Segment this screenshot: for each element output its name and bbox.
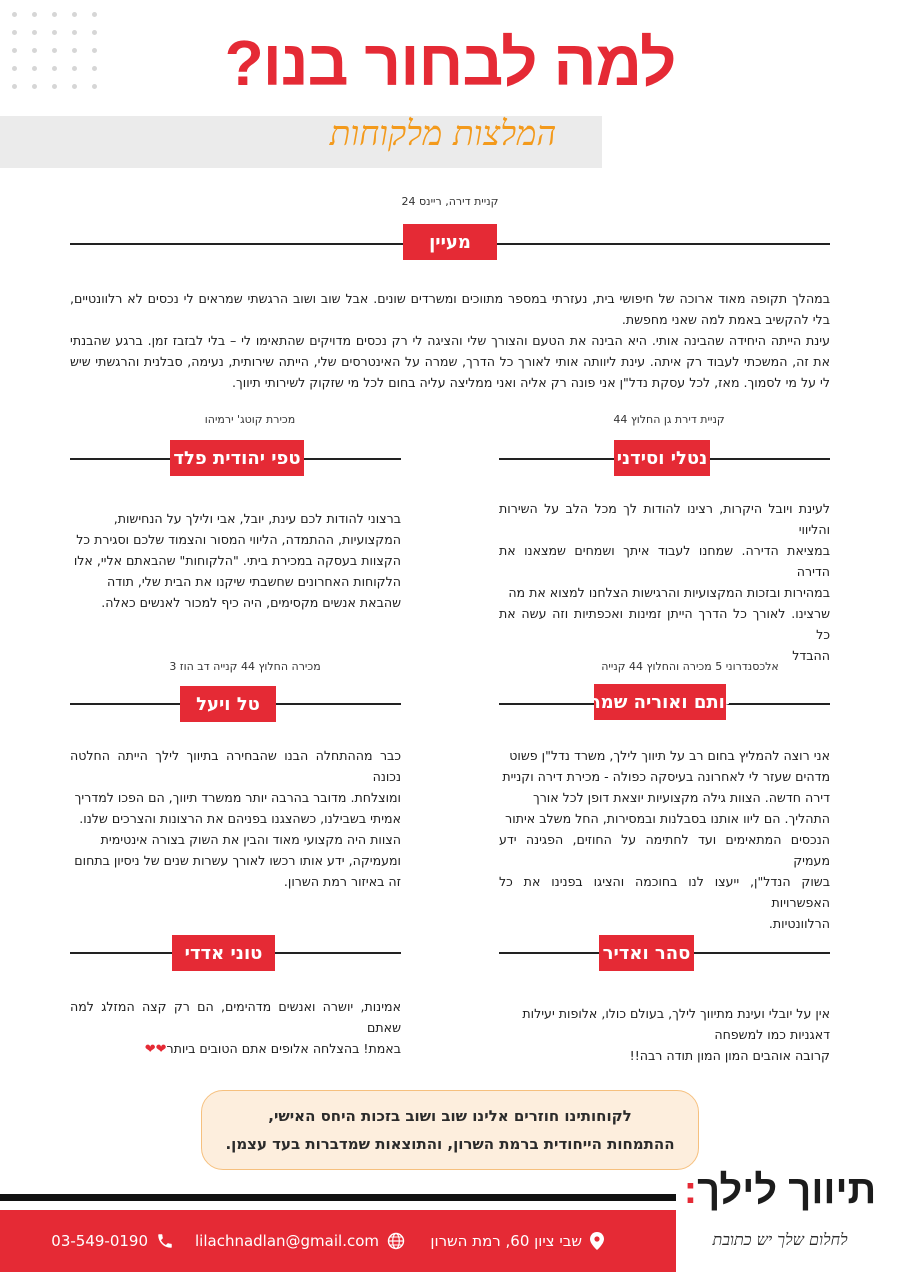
page-subtitle: המלצות מלקוחות	[329, 114, 557, 154]
tapi-meta: מכירת קוטג' ירמיהו	[204, 413, 296, 426]
testimonial-line: הלקוחות האחרונים שחשבתי שיקנו את הבית שלי, תודה	[107, 574, 401, 589]
testimonial-line: קרובה אוהבים המון המון תודה רבה!!	[629, 1048, 830, 1063]
brand-logo-text: תיווך לילך	[697, 1168, 877, 1212]
natali-name-badge: נטלי וסידני	[614, 440, 710, 476]
tal-name-badge: טל ויעל	[180, 686, 276, 722]
testimonial-line: במהירות ובזכות המקצועיות והרגישות הצלחנו למצוא את מה	[508, 585, 830, 600]
decorative-dot	[92, 12, 97, 17]
decorative-dot	[52, 12, 57, 17]
testimonial-line: דירה חדשה. הצוות גילה מקצועיות יוצאת דופן לכל אורך	[532, 790, 830, 805]
testimonial-line: התהליך. הם ליוו אותנו בסבלנות ובמסירות, החל משלב איתור	[505, 811, 830, 826]
phone-icon	[156, 1232, 174, 1250]
yotam-testimonial-text	[499, 745, 830, 934]
phone-text[interactable]: 03-549-0190	[51, 1232, 148, 1250]
tal-testimonial-text	[70, 745, 401, 892]
natali-testimonial-text	[499, 498, 830, 666]
testimonial-line: ההבדל	[792, 648, 830, 663]
footer-top-bar	[0, 1194, 676, 1201]
sahar-testimonial-text	[499, 1003, 830, 1066]
brand-logo	[680, 1168, 880, 1213]
decorative-dot	[32, 12, 37, 17]
tal-meta: מכירה החלוץ 44 קנייה דב הוז 3	[169, 660, 321, 673]
testimonial-line: אמינות, יושרה ואנשים מדהימים, הם רק קצה המזלג למה שאתם	[70, 999, 401, 1035]
testimonial-line: הצוות היה מקצועי מאוד והבין את השוק בצורה אינטימית	[100, 832, 401, 847]
hearts-icon: ❤❤	[144, 1042, 167, 1057]
featured-testimonial-text	[70, 288, 830, 393]
testimonial-line: הקצוות בעסקה במכירת ביתי. "הלקוחות" שהבאתם אליי, אלו	[73, 553, 401, 568]
testimonial-line: כבר מההתחלה הבנו שהבחירה בתיווך לילך הייתה החלטה נכונה	[70, 748, 401, 784]
toni-name-badge: טוני אדדי	[172, 935, 275, 971]
testimonial-line	[70, 1038, 401, 1060]
tapi-name-badge: טפי יהודית פלד	[170, 440, 304, 476]
testimonial-line: לעינת ויובל היקרות, רצינו להודות לך מכל הלב על השירות והליווי	[499, 501, 830, 537]
decorative-dot	[72, 12, 77, 17]
testimonial-line: ומוצלחת. מדובר בהרבה יותר ממשרד תיווך, הם הפכו למדריך	[74, 790, 401, 805]
tapi-testimonial-text	[70, 508, 401, 613]
testimonial-line: שרצינו. לאורך כל הדרך הייתן זמינות ואכפתיות וזה עשה את כל	[499, 606, 830, 642]
testimonial-line: אין על יובלי ועינת מתיווך לילך, בעולם כולו, אלופות יעילות	[522, 1006, 830, 1021]
address-text: שבי ציון 60, רמת השרון	[430, 1232, 582, 1250]
callout-line: לקוחותינו חוזרים אלינו שוב ושוב בזכות היחס האישי,	[268, 1107, 632, 1125]
testimonial-line: אני רוצה להמליץ בחום רב על תיווך לילך, משרד נדל"ן פשוט	[509, 748, 830, 763]
globe-icon	[387, 1232, 405, 1250]
footer-address	[430, 1228, 604, 1254]
featured-name-badge: מעיין	[403, 224, 497, 260]
testimonial-line: הרלוונטיות.	[768, 916, 830, 931]
email-text[interactable]: lilachnadlan@gmail.com	[195, 1232, 379, 1250]
yotam-name-badge: יותם ואוריה שמר	[594, 684, 726, 720]
toni-testimonial-text	[70, 996, 401, 1060]
footer-phone[interactable]	[44, 1228, 174, 1254]
footer-email[interactable]	[195, 1228, 405, 1254]
testimonial-line: ברצוני להודות לכם עינת, יובל, אבי ולילך על הנחישות,	[113, 511, 401, 526]
testimonial-line: מדהים שעזר לי לאחרונה בעיסקה כפולה - מכירת דירה וקניית	[502, 769, 830, 784]
testimonial-line: במציאת הדירה. שמחנו לעבוד איתך ושמחים שמצאנו את הדירה	[499, 543, 830, 579]
brand-tagline: לחלום שלך יש כתובת	[712, 1230, 848, 1249]
featured-paragraph: עינת הייתה היחידה שהבינה אותי. היא הבינה את הטעם והצורך שלי והציגה לי רק נכסים מדויקים שהתאימו לי – בלי לבזבז זמן. ברגע שהבנתי את זה, המשכתי לעבוד רק איתה. עינת ליוותה אותי לאורך כל הדרך, שמרה על האינטרסים שלי, הייתה שירותית, נעימה, סבלנית והרגשתי שיש לי על מי לסמוך. מאז, לכל עסקת נדל"ן אני פונה רק אליה ואני ממליצה עליה בחום לכל מי שזקוק לשירותי תיווך.	[70, 333, 830, 390]
testimonial-line: המקצועיות, ההתמדה, הליווי המסור והצמוד שלכם וסגירת כל	[76, 532, 401, 547]
testimonial-line: אמיתי בשבילנו, כשהצגנו בפניהם את הרצונות והצרכים שלנו.	[79, 811, 401, 826]
summary-callout	[201, 1090, 699, 1170]
testimonial-line: זה באיזור רמת השרון.	[283, 874, 401, 889]
page-title: למה לבחור בנו?	[224, 27, 676, 99]
featured-meta: קניית דירה, ריינס 24	[401, 195, 499, 208]
testimonial-line: שהבאת אנשים מקסימים, היה כיף למכור לאנשים כאלה.	[101, 595, 401, 610]
testimonial-line-text: באמת! בהצלחה אלופים אתם הטובים ביותר	[166, 1041, 401, 1056]
testimonial-line: ומעמיקה, ידע אותו רכשו לאורך עשרות שנים של ניסיון בתחום	[74, 853, 401, 868]
featured-paragraph: במהלך תקופה מאוד ארוכה של חיפושי בית, נעזרתי במספר מתווכים ומשרדים שונים. אבל שוב ושוב הרגשתי שמראים לי נכסים לא רלוונטיים, בלי להקשיב באמת למה שאני מחפשת.	[70, 291, 830, 327]
brand-logo-dot: :	[683, 1168, 698, 1212]
callout-line: ההתמחות הייחודית ברמת השרון, והתוצאות שמדברות בעד עצמן.	[225, 1135, 675, 1153]
natali-meta: קניית דירת גן החלוץ 44	[613, 413, 725, 426]
yotam-meta: אלכסנדרוני 5 מכירה והחלוץ 44 קנייה	[601, 660, 779, 673]
sahar-name-badge: סהר ואדיר	[599, 935, 694, 971]
location-pin-icon	[590, 1232, 604, 1250]
testimonial-line: בשוק הנדל"ן, ייעצו לנו בחוכמה והציגו בפנינו את כל האפשרויות	[499, 874, 830, 910]
testimonial-line: דאגניות כמו למשפחה	[714, 1027, 830, 1042]
testimonial-line: הנכסים המתאימים ועד לחתימה על החוזים, הפגינה ידע מעמיק	[499, 832, 830, 868]
decorative-dot	[12, 12, 17, 17]
